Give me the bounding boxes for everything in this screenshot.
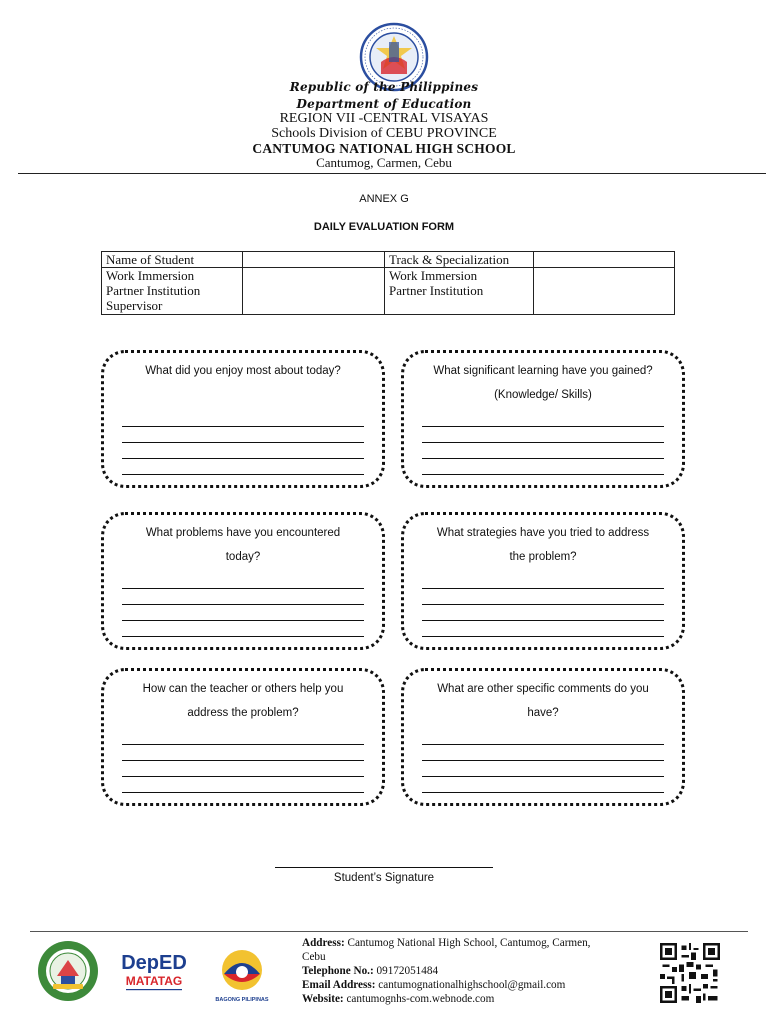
footer-address-cont: Cebu bbox=[302, 951, 326, 963]
annex-label: ANNEX G bbox=[359, 193, 409, 205]
partner-institution-field[interactable] bbox=[534, 268, 675, 315]
question-line: (Knowledge/ Skills) bbox=[494, 389, 592, 401]
answer-line[interactable] bbox=[422, 458, 664, 459]
question-box-learning bbox=[401, 350, 685, 488]
answer-line[interactable] bbox=[122, 442, 364, 443]
form-title: DAILY EVALUATION FORM bbox=[313, 221, 455, 233]
bagong-text: BAGONG PILIPINAS bbox=[215, 997, 269, 1003]
answer-line[interactable] bbox=[422, 474, 664, 475]
label-supervisor-line2: Partner Institution bbox=[106, 283, 201, 298]
question-box-comments bbox=[401, 668, 685, 806]
header-divider bbox=[18, 173, 766, 174]
track-specialization-field[interactable] bbox=[534, 252, 675, 268]
label-track-specialization: Track & Specialization bbox=[385, 252, 534, 268]
label-partner-line2: Partner Institution bbox=[389, 283, 484, 298]
answer-line[interactable] bbox=[122, 620, 364, 621]
supervisor-field[interactable] bbox=[243, 268, 385, 315]
footer-address: Address: Cantumog National High School, Cantumog, Carmen, bbox=[302, 937, 591, 949]
answer-line[interactable] bbox=[122, 426, 364, 427]
qr-code-icon bbox=[660, 943, 720, 1003]
answer-line[interactable] bbox=[422, 760, 664, 761]
footer-website: Website: cantumognhs-com.webnode.com bbox=[302, 993, 495, 1005]
header-school-address: Cantumog, Carmen, Cebu bbox=[316, 155, 452, 170]
footer-email: Email Address: cantumognationalhighschool@gmail.com bbox=[302, 979, 566, 991]
question-line: What significant learning have you gained? bbox=[433, 365, 653, 377]
question-line: have? bbox=[527, 707, 559, 719]
signature-line[interactable] bbox=[275, 867, 493, 868]
answer-line[interactable] bbox=[122, 636, 364, 637]
answer-line[interactable] bbox=[422, 744, 664, 745]
header-republic: Republic of the Philippines bbox=[289, 80, 479, 94]
question-text bbox=[414, 521, 672, 569]
answer-line[interactable] bbox=[122, 474, 364, 475]
label-partner-line1: Work Immersion bbox=[389, 268, 478, 283]
bagong-pilipinas-logo bbox=[214, 944, 270, 1004]
label-supervisor bbox=[102, 268, 243, 315]
answer-line[interactable] bbox=[122, 588, 364, 589]
question-box-problems bbox=[101, 512, 385, 650]
label-supervisor-line3: Supervisor bbox=[106, 298, 163, 313]
label-partner-institution bbox=[385, 268, 534, 315]
answer-line[interactable] bbox=[122, 792, 364, 793]
question-line: What problems have you encountered bbox=[145, 527, 341, 539]
answer-line[interactable] bbox=[422, 604, 664, 605]
question-line: What did you enjoy most about today? bbox=[145, 365, 341, 377]
answer-line[interactable] bbox=[422, 636, 664, 637]
table-row bbox=[102, 252, 675, 268]
answer-line[interactable] bbox=[122, 776, 364, 777]
footer-contact-block bbox=[302, 936, 642, 1006]
label-name-of-student: Name of Student bbox=[102, 252, 243, 268]
label-supervisor-line1: Work Immersion bbox=[106, 268, 195, 283]
answer-line[interactable] bbox=[122, 760, 364, 761]
signature-label: Student’s Signature bbox=[333, 872, 435, 884]
email-link[interactable]: cantumognationalhighschool@gmail.com bbox=[378, 979, 566, 991]
answer-line[interactable] bbox=[122, 744, 364, 745]
answer-line[interactable] bbox=[122, 458, 364, 459]
question-box-strategies bbox=[401, 512, 685, 650]
footer-divider bbox=[30, 931, 748, 932]
answer-line[interactable] bbox=[422, 442, 664, 443]
header-division: Schools Division of CEBU PROVINCE bbox=[271, 126, 497, 141]
question-line: address the problem? bbox=[187, 707, 299, 719]
question-line: What are other specific comments do you bbox=[437, 683, 649, 695]
question-line: today? bbox=[225, 551, 261, 563]
answer-line[interactable] bbox=[422, 588, 664, 589]
answer-line[interactable] bbox=[422, 792, 664, 793]
website-link[interactable]: cantumognhs-com.webnode.com bbox=[346, 993, 495, 1005]
deped-text: DepED bbox=[121, 952, 187, 974]
table-row bbox=[102, 268, 675, 315]
question-box-teacher-help bbox=[101, 668, 385, 806]
header-department: Department of Education bbox=[296, 97, 472, 111]
question-text bbox=[114, 521, 372, 569]
question-text bbox=[414, 677, 672, 725]
matatag-text: MATATAG bbox=[125, 974, 183, 988]
question-line: the problem? bbox=[509, 551, 577, 563]
deped-matatag-logo bbox=[118, 947, 190, 995]
question-text bbox=[114, 359, 372, 383]
answer-line[interactable] bbox=[422, 426, 664, 427]
question-text bbox=[414, 359, 672, 407]
name-of-student-field[interactable] bbox=[243, 252, 385, 268]
question-box-enjoy bbox=[101, 350, 385, 488]
question-line: How can the teacher or others help you bbox=[142, 683, 344, 695]
header-school-name: CANTUMOG NATIONAL HIGH SCHOOL bbox=[252, 141, 516, 156]
header-region: REGION VII -CENTRAL VISAYAS bbox=[279, 111, 489, 126]
answer-line[interactable] bbox=[122, 604, 364, 605]
student-info-table bbox=[101, 251, 675, 315]
question-text bbox=[114, 677, 372, 725]
footer-phone: Telephone No.: 09172051484 bbox=[302, 965, 439, 977]
question-line: What strategies have you tried to address bbox=[436, 527, 650, 539]
school-seal-logo bbox=[37, 940, 99, 1002]
answer-line[interactable] bbox=[422, 776, 664, 777]
answer-line[interactable] bbox=[422, 620, 664, 621]
